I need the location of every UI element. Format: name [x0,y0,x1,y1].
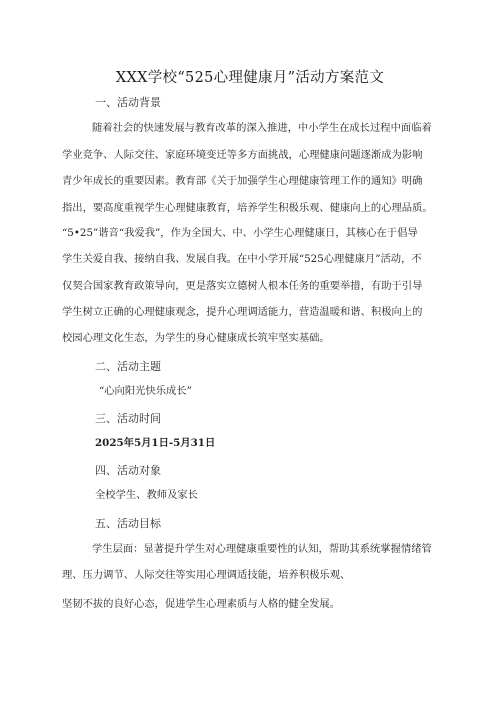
time-text: 2025年5月1日-5月31日 [95,437,216,449]
paragraph-line: 校园心理文化生态，为学生的身心健康成长筑牢坚实基础。 [62,332,330,344]
paragraph-line: 仅契合国家教育政策导向，更是落实立德树人根本任务的重要举措，有助于引导 [62,280,423,292]
section-heading-theme: 二、活动主题 [95,360,161,373]
theme-text: “心向阳光快乐成长” [99,385,192,397]
paragraph-line: 指出，要高度重视学生心理健康教育，培养学生积极乐观、健康向上的心理品质。 [62,202,433,214]
section-heading-background: 一、活动背景 [95,96,161,109]
paragraph-line: 随着社会的快速发展与教育改革的深入推进，中小学生在成长过程中面临着 [92,122,432,134]
paragraph-line: 坚韧不拔的良好心态，促进学生心理素质与人格的健全发展。 [62,598,341,610]
paragraph-line: 青少年成长的重要因素。教育部《关于加强学生心理健康管理工作的通知》明确 [62,175,423,187]
paragraph-line: 学生树立正确的心理健康观念，提升心理调适能力，营造温暖和谐、积极向上的 [62,306,423,318]
section-heading-time: 三、活动时间 [95,412,161,425]
paragraph-line: 学生关爱自我、接纳自我、发展自我。在中小学开展“525心理健康月”活动，不 [62,253,422,265]
section-heading-audience: 四、活动对象 [95,464,161,477]
paragraph-line: 学业竞争、人际交往、家庭环境变迁等多方面挑战，心理健康问题逐渐成为影响 [62,149,423,161]
section-heading-goals: 五、活动目标 [95,517,161,530]
audience-text: 全校学生、教师及家长 [95,489,198,501]
paragraph-line: “5•25”谐音“我爱我”，作为全国大、中、小学生心理健康日，其核心在于倡导 [62,227,418,239]
paragraph-line: 理、压力调节、人际交往等实用心理调适技能，培养积极乐观、 [62,569,351,581]
paragraph-line: 学生层面：显著提升学生对心理健康重要性的认知，帮助其系统掌握情绪管 [92,543,432,555]
document-title: XXX学校“525心理健康月”活动方案范文 [115,70,385,86]
